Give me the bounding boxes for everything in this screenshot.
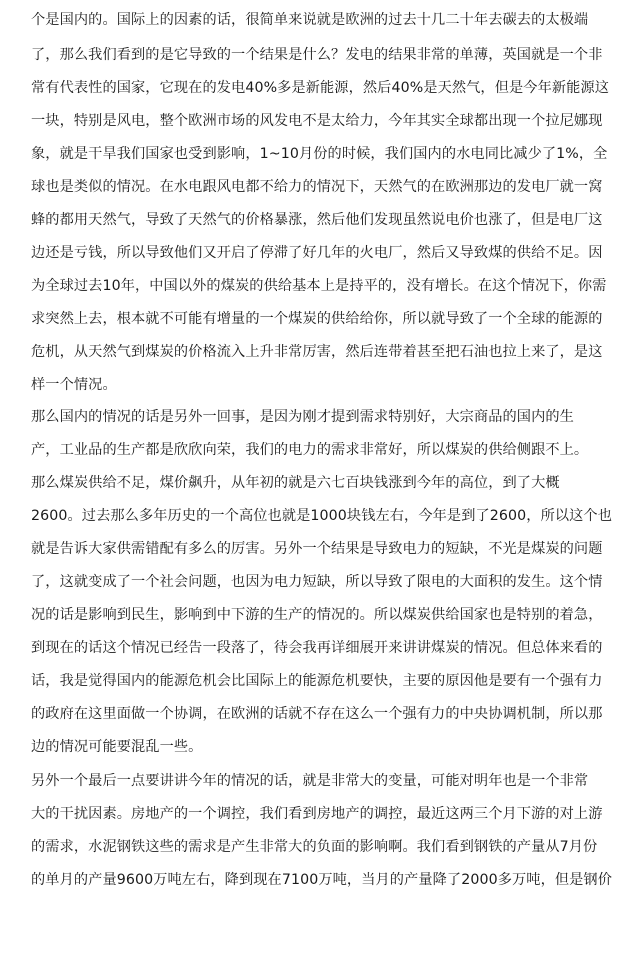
text-line: 另外一个最后一点要讲讲今年的情况的话，就是非常大的变量，可能对明年也是一个非常 [31, 773, 589, 789]
text-line: 况的话是影响到民生，影响到中下游的生产的情况的。所以煤炭供给国家也是特别的着急， [31, 607, 603, 623]
text-line: 象，就是干旱我们国家也受到影响，1~10月份的时候，我们国内的水电同比减少了1%，全 [31, 146, 608, 162]
text-line: 那么国内的情况的话是另外一回事，是因为刚才提到需求特别好，大宗商品的国内的生 [31, 409, 574, 425]
text-line: 样一个情况。 [31, 377, 117, 393]
text-line: 那么煤炭供给不足，煤价飙升，从年初的就是六七百块钱涨到今年的高位，到了大概 [31, 475, 560, 491]
text-line: 的政府在这里面做一个协调，在欧洲的话就不存在这么一个强有力的中央协调机制，所以那 [31, 706, 603, 722]
text-line: 就是告诉大家供需错配有多么的厉害。另外一个结果是导致电力的短缺，不光是煤炭的问题 [31, 541, 603, 557]
text-line: 了，这就变成了一个社会问题，也因为电力短缺，所以导致了限电的大面积的发生。这个情 [31, 574, 603, 590]
text-line: 常有代表性的国家，它现在的发电40%多是新能源，然后40%是天然气，但是今年新能源这 [31, 80, 610, 96]
text-line: 了，那么我们看到的是它导致的一个结果是什么？发电的结果非常的单薄，英国就是一个非 [31, 47, 603, 63]
text-line: 的需求，水泥钢铁这些的需求是产生非常大的负面的影响啊。我们看到钢铁的产量从7月份 [31, 839, 598, 855]
text-line: 话，我是觉得国内的能源危机会比国际上的能源危机要快，主要的原因他是要有一个强有力 [31, 673, 603, 689]
text-line: 产，工业品的生产都是欣欣向荣，我们的电力的需求非常好，所以煤炭的供给侧跟不上。 [31, 442, 589, 458]
text-line: 危机，从天然气到煤炭的价格流入上升非常厉害，然后连带着甚至把石油也拉上来了，是这 [31, 344, 603, 360]
text-line: 边的情况可能要混乱一些。 [31, 739, 203, 755]
text-line: 边还是亏钱，所以导致他们又开启了停滞了好几年的火电厂，然后又导致煤的供给不足。因 [31, 245, 603, 261]
text-line: 到现在的话这个情况已经告一段落了，待会我再详细展开来讲讲煤炭的情况。但总体来看的 [31, 640, 603, 656]
text-line: 大的干扰因素。房地产的一个调控，我们看到房地产的调控，最近这两三个月下游的对上游 [31, 806, 603, 822]
text-line: 球也是类似的情况。在水电跟风电都不给力的情况下，天然气的在欧洲那边的发电厂就一窝 [31, 179, 603, 195]
text-line: 的单月的产量9600万吨左右，降到现在7100万吨，当月的产量降了2000多万吨，但是钢价 [31, 872, 613, 888]
text-line: 蜂的都用天然气，导致了天然气的价格暴涨，然后他们发现虽然说电价也涨了，但是电厂这 [31, 212, 603, 228]
text-line: 个是国内的。国际上的因素的话，很简单来说就是欧洲的过去十几二十年去碳去的太极端 [31, 12, 589, 28]
text-line: 为全球过去10年，中国以外的煤炭的供给基本上是持平的，没有增长。在这个情况下，你需 [31, 278, 607, 294]
text-line: 2600。过去那么多年历史的一个高位也就是1000块钱左右，今年是到了2600，所以这个也 [31, 508, 613, 524]
text-line: 一块，特别是风电，整个欧洲市场的风发电不是太给力，今年其实全球都出现一个拉尼娜现 [31, 113, 603, 129]
text-line: 求突然上去，根本就不可能有增量的一个煤炭的供给给你，所以就导致了一个全球的能源的 [31, 311, 603, 327]
